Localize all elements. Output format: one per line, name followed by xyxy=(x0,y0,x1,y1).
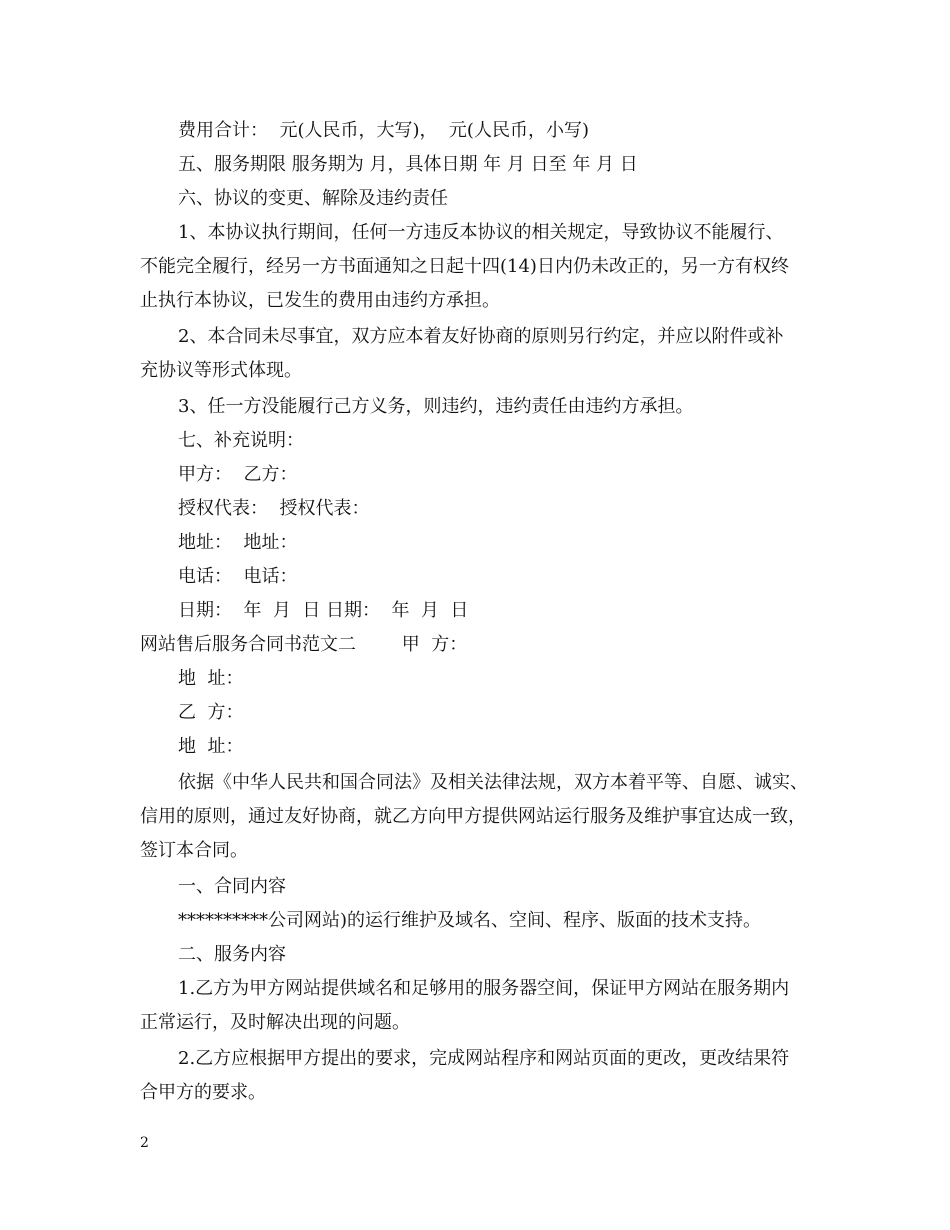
section-heading-supplementary: 七、补充说明： xyxy=(178,430,304,451)
clause-2-line-1: 2、本合同未尽事宜，双方应本着友好协商的原则另行约定，并应以附件或补 xyxy=(178,326,784,347)
authorized-rep-line: 授权代表： 授权代表： xyxy=(178,498,370,519)
preamble-line-1: 依据《中华人民共和国合同法》及相关法律法规，双方本着平等、自愿、诚实、 xyxy=(178,772,808,793)
service-item-1-line-1: 1.乙方为甲方网站提供域名和足够用的服务器空间，保证甲方网站在服务期内 xyxy=(178,978,790,999)
party-b-address-line: 地 址： xyxy=(178,736,244,757)
clause-2-line-2: 充协议等形式体现。 xyxy=(140,360,302,381)
contract-content-line: **********公司网站)的运行维护及域名、空间、程序、版面的技术支持。 xyxy=(178,910,762,931)
address-line: 地址： 地址： xyxy=(178,532,298,553)
date-line: 日期： 年 月 日 日期： 年 月 日 xyxy=(178,600,469,621)
service-item-2-line-1: 2.乙方应根据甲方提出的要求，完成网站程序和网站页面的更改，更改结果符 xyxy=(178,1048,790,1069)
fee-total-line: 费用合计： 元(人民币，大写)， 元(人民币，小写) xyxy=(178,120,589,141)
service-item-2-line-2: 合甲方的要求。 xyxy=(140,1082,266,1103)
party-a-address-line: 地 址： xyxy=(178,668,244,689)
page-number: 2 xyxy=(140,1135,149,1151)
clause-1-line-3: 止执行本协议，已发生的费用由违约方承担。 xyxy=(140,290,500,311)
service-item-1-line-2: 正常运行，及时解决出现的问题。 xyxy=(140,1012,410,1033)
clause-1-line-2: 不能完全履行，经另一方书面通知之日起十四(14)日内仍未改正的，另一方有权终 xyxy=(140,256,789,277)
phone-line: 电话： 电话： xyxy=(178,566,298,587)
preamble-line-2: 信用的原则，通过友好协商，就乙方向甲方提供网站运行服务及维护事宜达成一致， xyxy=(140,806,806,827)
section-heading-service-content: 二、服务内容 xyxy=(178,944,286,965)
party-b-line: 乙 方： xyxy=(178,702,244,723)
clause-3-line: 3、任一方没能履行己方义务，则违约，违约责任由违约方承担。 xyxy=(178,396,694,417)
service-term-line: 五、服务期限 服务期为 月，具体日期 年 月 日至 年 月 日 xyxy=(178,154,638,175)
contract-two-title-line: 网站售后服务合同书范文二 甲 方： xyxy=(140,634,468,655)
section-heading-change-termination: 六、协议的变更、解除及违约责任 xyxy=(178,188,448,209)
section-heading-contract-content: 一、合同内容 xyxy=(178,876,286,897)
preamble-line-3: 签订本合同。 xyxy=(140,840,248,861)
party-a-b-line: 甲方： 乙方： xyxy=(178,464,298,485)
clause-1-line-1: 1、本协议执行期间，任何一方违反本协议的相关规定，导致协议不能履行、 xyxy=(178,222,784,243)
